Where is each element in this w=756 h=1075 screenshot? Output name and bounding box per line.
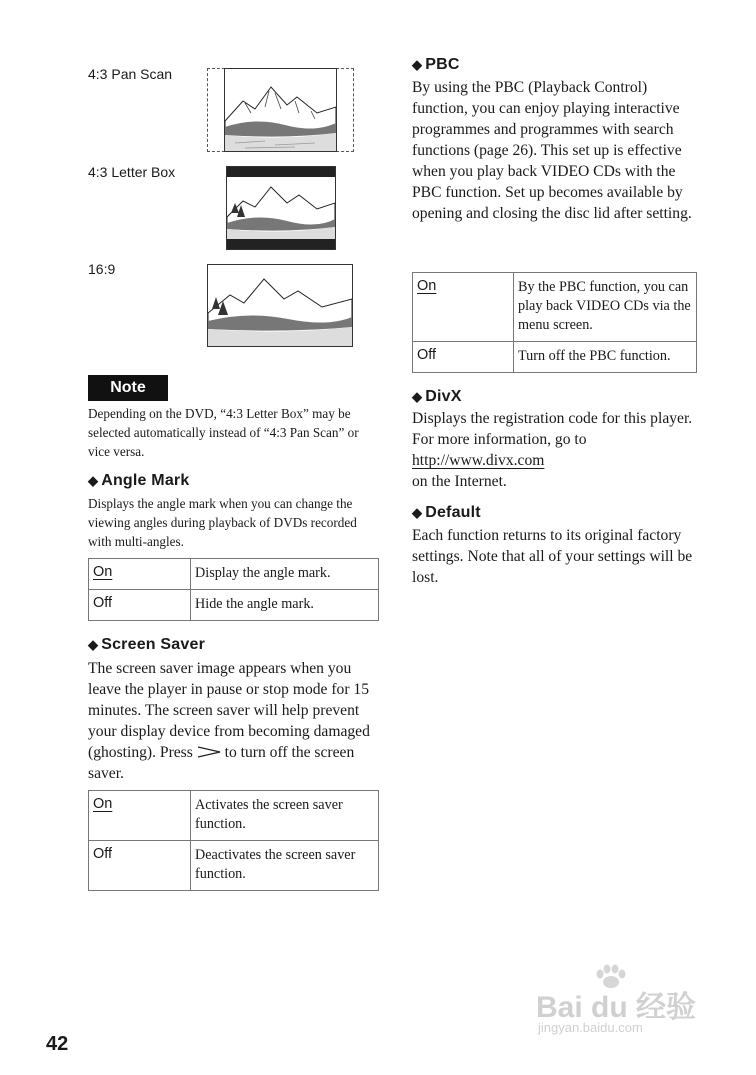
screen-saver-title: Screen Saver bbox=[101, 636, 206, 653]
default-title: Default bbox=[425, 504, 481, 521]
diamond-icon: ◆ bbox=[412, 505, 423, 520]
divx-title: DivX bbox=[425, 388, 462, 405]
pbc-on-key: On bbox=[417, 278, 437, 294]
baidu-brand: Bai du 经验 bbox=[536, 991, 697, 1024]
wide-label: 16:9 bbox=[88, 261, 116, 277]
screen-saver-off-value: Deactivates the screen saver function. bbox=[191, 841, 379, 891]
angle-mark-body: Displays the angle mark when you can change the viewing angles during playback of DVDs recorded with multi-angles. bbox=[88, 496, 357, 549]
screen-saver-heading bbox=[88, 636, 205, 654]
play-icon bbox=[197, 746, 221, 758]
pbc-body: By using the PBC (Playback Control) function, you can enjoy playing interactive programmes and programmes with search functions (page 26). This set up is effective when you play back VIDEO CDs with the PBC function. Set up becomes available by opening and closing the disc lid after setting. bbox=[412, 79, 692, 222]
screen-saver-on-key: On bbox=[93, 796, 113, 812]
note-badge: Note bbox=[88, 375, 168, 401]
diamond-icon: ◆ bbox=[412, 57, 423, 72]
table-row bbox=[89, 841, 379, 891]
screen-saver-table bbox=[88, 790, 379, 891]
pbc-title: PBC bbox=[425, 56, 460, 73]
pbc-heading bbox=[412, 56, 460, 74]
diamond-icon: ◆ bbox=[88, 473, 99, 488]
diamond-icon: ◆ bbox=[88, 637, 99, 652]
table-row bbox=[89, 559, 379, 590]
table-row bbox=[413, 342, 697, 373]
page-number: 42 bbox=[46, 1033, 69, 1055]
default-heading bbox=[412, 504, 481, 522]
wide-image bbox=[207, 264, 353, 347]
angle-mark-heading bbox=[88, 472, 189, 490]
divx-heading bbox=[412, 388, 462, 406]
table-row bbox=[89, 791, 379, 841]
default-body: Each function returns to its original factory settings. Note that all of your settings will be lost. bbox=[412, 527, 693, 586]
table-row bbox=[89, 590, 379, 621]
pbc-on-value: By the PBC function, you can play back VIDEO CDs via the menu screen. bbox=[514, 273, 697, 342]
note-text: Depending on the DVD, “4:3 Letter Box” may be selected automatically instead of “4:3 Pan Scan” or vice versa. bbox=[88, 406, 359, 459]
divx-body bbox=[412, 408, 700, 492]
angle-mark-table bbox=[88, 558, 379, 621]
letter-box-label: 4:3 Letter Box bbox=[88, 164, 176, 180]
pbc-off-value: Turn off the PBC function. bbox=[514, 342, 697, 373]
angle-mark-on-value: Display the angle mark. bbox=[191, 559, 379, 590]
screen-saver-body bbox=[88, 658, 378, 784]
angle-mark-title: Angle Mark bbox=[101, 472, 190, 489]
screen-saver-on-value: Activates the screen saver function. bbox=[191, 791, 379, 841]
pan-scan-image bbox=[224, 68, 337, 152]
angle-mark-off-value: Hide the angle mark. bbox=[191, 590, 379, 621]
pbc-off-key: Off bbox=[413, 342, 514, 373]
screen-saver-body-text: The screen saver image appears when you leave the player in pause or stop mode for 15 minutes. The screen saver will help prevent your display device from becoming damaged (ghosting). Press bbox=[88, 660, 370, 761]
divx-body-text: Displays the registration code for this player. For more information, go to bbox=[412, 410, 693, 448]
pan-scan-label: 4:3 Pan Scan bbox=[88, 66, 173, 82]
diamond-icon: ◆ bbox=[412, 389, 423, 404]
letter-box-image bbox=[226, 166, 336, 250]
angle-mark-on-key: On bbox=[93, 564, 113, 580]
divx-link[interactable]: http://www.divx.com bbox=[412, 452, 545, 469]
angle-mark-off-key: Off bbox=[89, 590, 191, 621]
baidu-url: jingyan.baidu.com bbox=[538, 1020, 643, 1035]
screen-saver-body-end: to turn off the screen saver. bbox=[88, 744, 355, 782]
screen-saver-off-key: Off bbox=[89, 841, 191, 891]
table-row bbox=[413, 273, 697, 342]
pbc-table bbox=[412, 272, 697, 373]
divx-body-end: on the Internet. bbox=[412, 473, 507, 490]
